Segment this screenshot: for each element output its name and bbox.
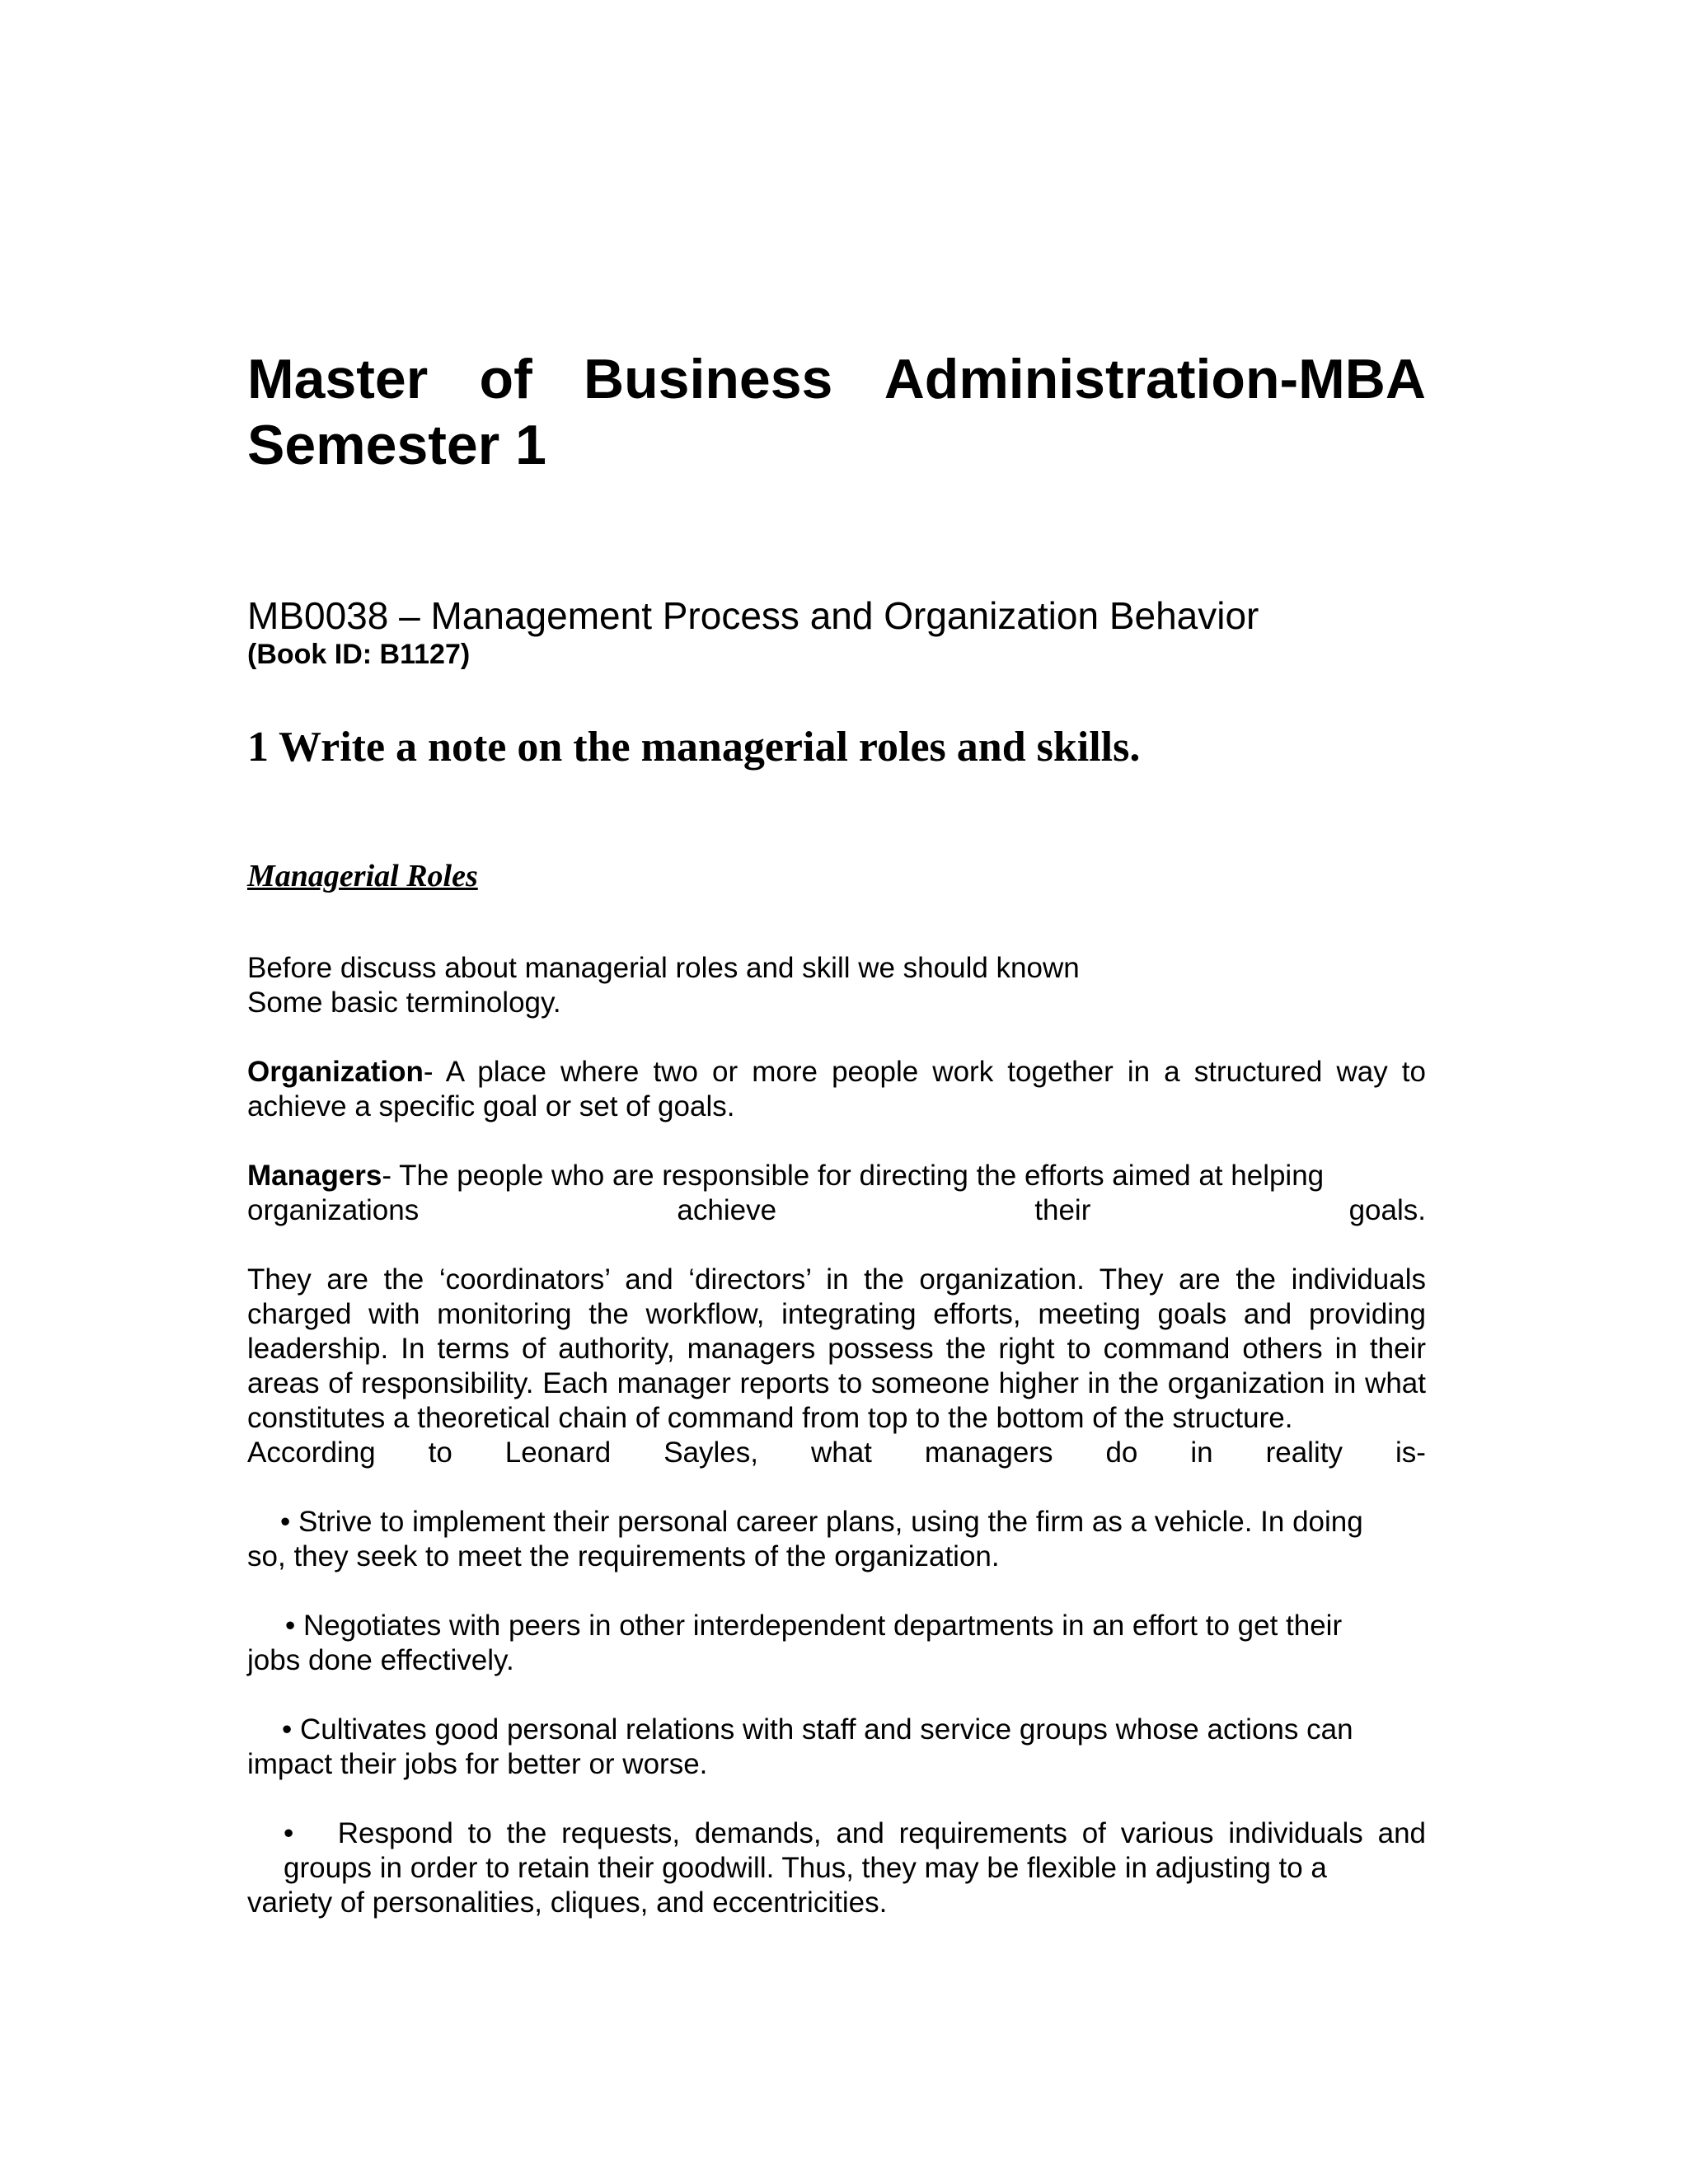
title-word: Administration-MBA <box>884 348 1426 410</box>
bullet-item <box>247 1609 1426 1678</box>
intro-line: Some basic terminology. <box>247 987 561 1019</box>
word: Leonard <box>504 1436 612 1469</box>
word: meet <box>457 1540 522 1572</box>
word: reality <box>1265 1436 1343 1469</box>
coordinators-text: They are the ‘coordinators’ and ‘directors’ in the organization. They are the individuals charged with monitoring the workflow, integrating efforts, meeting goals and providing leadership. In terms of authority, managers possess the right to command others in their areas of responsibility. Each manager reports to someone higher in the organization in what constitutes a theoretical chain of command from top to the bottom of the structure. <box>247 1263 1426 1434</box>
sayles-line <box>247 1436 1426 1470</box>
bullet-text: • Respond to the requests, demands, and requirements of various individuals and groups in order to retain their goodwill. Thus, they may be flexible in adjusting to a <box>284 1817 1434 1884</box>
word: impact <box>247 1748 333 1780</box>
bullet-text: • Negotiates with peers in other interdependent departments in an effort to get their <box>285 1610 1343 1642</box>
bullet-last-line <box>247 1540 1426 1574</box>
bullet-text: • Strive to implement their personal career plans, using the firm as a vehicle. In doing <box>280 1506 1363 1538</box>
word: Sayles, <box>663 1436 758 1469</box>
bullet-text: • Cultivates good personal relations with staff and service groups whose actions can <box>282 1713 1353 1746</box>
book-id: (Book ID: B1127) <box>247 639 471 670</box>
bullet-last-line <box>247 1886 1426 1920</box>
bullet-item <box>247 1505 1426 1574</box>
word: achieve <box>677 1194 777 1226</box>
word: organizations <box>247 1194 420 1226</box>
word: personalities, <box>372 1886 542 1919</box>
word: they <box>293 1540 349 1572</box>
word: jobs <box>404 1748 457 1780</box>
document-page <box>247 346 1434 1920</box>
question-heading: 1 Write a note on the managerial roles and skills. <box>247 724 1141 771</box>
word: to <box>428 1436 452 1469</box>
title-word: Master <box>247 348 429 410</box>
managers-term: Managers <box>247 1160 382 1192</box>
word: According <box>247 1436 376 1469</box>
title-line-1 <box>247 346 1426 412</box>
word: organization. <box>834 1540 1000 1572</box>
word: their <box>340 1748 396 1780</box>
title-word: Business <box>584 348 833 410</box>
word: or <box>588 1748 615 1780</box>
word: and <box>656 1886 705 1919</box>
bullet-last-line <box>247 1747 1426 1782</box>
bullet-last-line <box>247 1643 1426 1678</box>
intro-paragraph <box>247 951 1426 1020</box>
organization-term: Organization <box>247 1056 424 1088</box>
organization-definition <box>247 1055 1426 1124</box>
bullet-item <box>247 1816 1434 1920</box>
course-title: MB0038 – Management Process and Organization Behavior <box>247 594 1259 637</box>
intro-line: Before discuss about managerial roles and skill we should known <box>247 952 1080 984</box>
managers-definition <box>247 1159 1426 1228</box>
word: to <box>425 1540 450 1572</box>
coordinators-paragraph <box>247 1263 1426 1470</box>
word: so, <box>247 1540 286 1572</box>
word: cliques, <box>550 1886 649 1919</box>
word: eccentricities. <box>712 1886 888 1919</box>
word: managers <box>924 1436 1053 1469</box>
managers-def-line-2 <box>247 1193 1426 1228</box>
organization-def: - A place where two or more people work together in a structured way to achieve a specific goal or set of goals. <box>247 1056 1426 1122</box>
section-heading: Managerial Roles <box>247 859 478 893</box>
word: seek <box>356 1540 418 1572</box>
word: worse. <box>622 1748 708 1780</box>
word: what <box>810 1436 872 1469</box>
word: requirements <box>577 1540 747 1572</box>
word: better <box>507 1748 581 1780</box>
word: their <box>1034 1194 1091 1226</box>
word: in <box>1190 1436 1213 1469</box>
word: variety <box>247 1886 333 1919</box>
word: of <box>753 1540 779 1572</box>
word: of <box>340 1886 365 1919</box>
document-title <box>247 346 1426 478</box>
word: the <box>529 1540 570 1572</box>
word: is- <box>1395 1436 1426 1469</box>
word: goals. <box>1348 1194 1426 1226</box>
word: done <box>307 1644 373 1676</box>
word: effectively. <box>380 1644 514 1676</box>
title-word: of <box>479 348 532 410</box>
title-line-2: Semester 1 <box>247 414 546 476</box>
word: for <box>465 1748 499 1780</box>
word: jobs <box>247 1644 301 1676</box>
word: the <box>785 1540 827 1572</box>
managers-def: - The people who are responsible for directing the efforts aimed at helping <box>382 1160 1325 1192</box>
word: do <box>1105 1436 1138 1469</box>
bullet-item <box>247 1713 1426 1782</box>
